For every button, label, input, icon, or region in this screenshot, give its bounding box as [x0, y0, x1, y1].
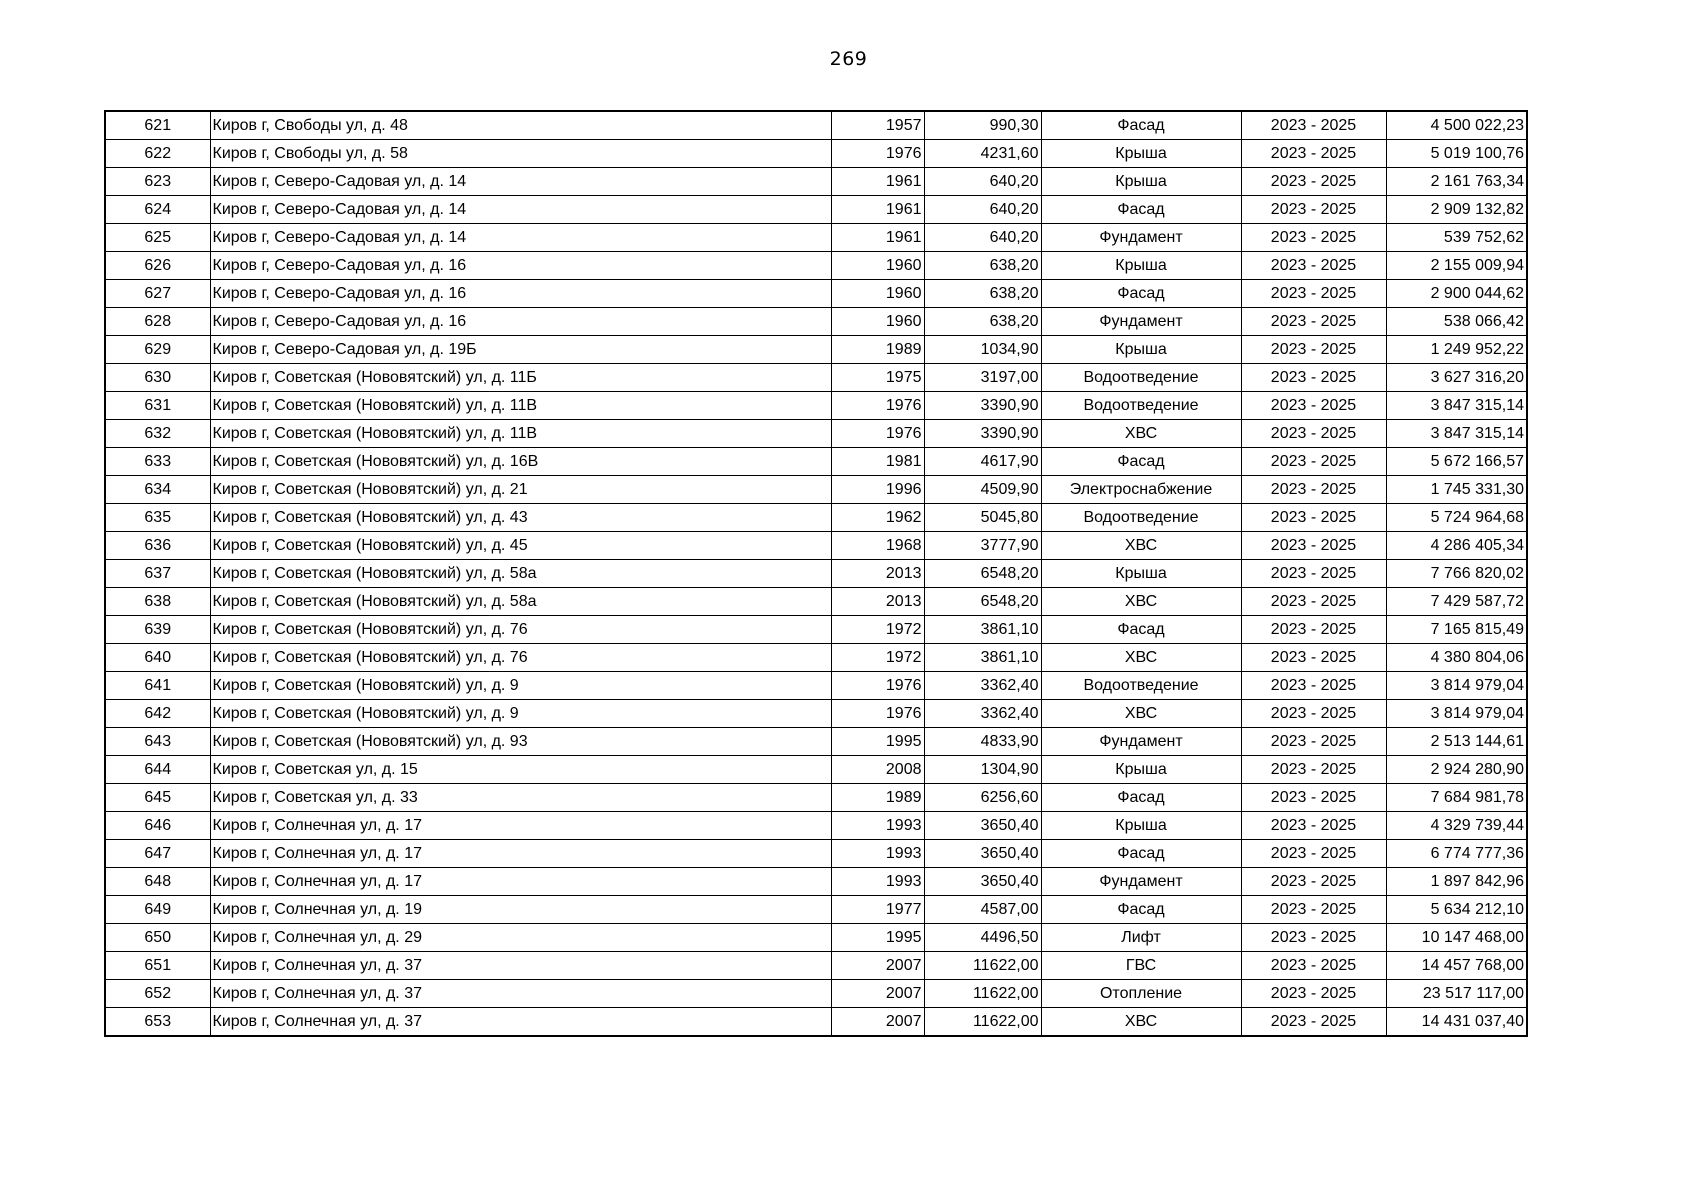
build-year-cell: 2007 — [831, 980, 924, 1008]
row-number-cell: 632 — [105, 420, 210, 448]
cost-cell: 539 752,62 — [1386, 224, 1527, 252]
cost-cell: 3 814 979,04 — [1386, 700, 1527, 728]
period-cell: 2023 - 2025 — [1241, 672, 1386, 700]
work-type-cell: Водоотведение — [1041, 672, 1241, 700]
build-year-cell: 1981 — [831, 448, 924, 476]
area-cell: 3650,40 — [924, 868, 1041, 896]
build-year-cell: 1972 — [831, 616, 924, 644]
table-row — [105, 420, 1527, 448]
table-row — [105, 952, 1527, 980]
area-cell: 3650,40 — [924, 812, 1041, 840]
address-cell: Киров г, Советская (Нововятский) ул, д. 9 — [210, 700, 831, 728]
cost-cell: 2 900 044,62 — [1386, 280, 1527, 308]
row-number-cell: 650 — [105, 924, 210, 952]
area-cell: 3861,10 — [924, 644, 1041, 672]
build-year-cell: 1993 — [831, 840, 924, 868]
area-cell: 3362,40 — [924, 700, 1041, 728]
row-number-cell: 621 — [105, 111, 210, 140]
build-year-cell: 1996 — [831, 476, 924, 504]
row-number-cell: 630 — [105, 364, 210, 392]
area-cell: 1034,90 — [924, 336, 1041, 364]
work-type-cell: Фасад — [1041, 896, 1241, 924]
row-number-cell: 645 — [105, 784, 210, 812]
build-year-cell: 1961 — [831, 168, 924, 196]
build-year-cell: 1976 — [831, 420, 924, 448]
work-type-cell: Фасад — [1041, 111, 1241, 140]
period-cell: 2023 - 2025 — [1241, 252, 1386, 280]
address-cell: Киров г, Солнечная ул, д. 37 — [210, 952, 831, 980]
area-cell: 6256,60 — [924, 784, 1041, 812]
area-cell: 4587,00 — [924, 896, 1041, 924]
build-year-cell: 1957 — [831, 111, 924, 140]
period-cell: 2023 - 2025 — [1241, 896, 1386, 924]
period-cell: 2023 - 2025 — [1241, 504, 1386, 532]
address-cell: Киров г, Солнечная ул, д. 17 — [210, 868, 831, 896]
address-cell: Киров г, Советская (Нововятский) ул, д. 11Б — [210, 364, 831, 392]
row-number-cell: 636 — [105, 532, 210, 560]
area-cell: 3861,10 — [924, 616, 1041, 644]
cost-cell: 3 627 316,20 — [1386, 364, 1527, 392]
period-cell: 2023 - 2025 — [1241, 952, 1386, 980]
row-number-cell: 627 — [105, 280, 210, 308]
period-cell: 2023 - 2025 — [1241, 644, 1386, 672]
period-cell: 2023 - 2025 — [1241, 140, 1386, 168]
area-cell: 3650,40 — [924, 840, 1041, 868]
cost-cell: 3 847 315,14 — [1386, 392, 1527, 420]
cost-cell: 5 634 212,10 — [1386, 896, 1527, 924]
work-type-cell: Водоотведение — [1041, 364, 1241, 392]
work-type-cell: Фасад — [1041, 840, 1241, 868]
work-type-cell: Крыша — [1041, 140, 1241, 168]
address-cell: Киров г, Советская (Нововятский) ул, д. 45 — [210, 532, 831, 560]
address-cell: Киров г, Северо-Садовая ул, д. 14 — [210, 196, 831, 224]
address-cell: Киров г, Советская (Нововятский) ул, д. 93 — [210, 728, 831, 756]
build-year-cell: 1961 — [831, 224, 924, 252]
table-body — [105, 111, 1527, 1036]
build-year-cell: 1976 — [831, 140, 924, 168]
area-cell: 3390,90 — [924, 420, 1041, 448]
address-cell: Киров г, Советская (Нововятский) ул, д. 9 — [210, 672, 831, 700]
period-cell: 2023 - 2025 — [1241, 616, 1386, 644]
address-cell: Киров г, Советская (Нововятский) ул, д. 76 — [210, 644, 831, 672]
address-cell: Киров г, Северо-Садовая ул, д. 16 — [210, 308, 831, 336]
cost-cell: 3 847 315,14 — [1386, 420, 1527, 448]
cost-cell: 5 672 166,57 — [1386, 448, 1527, 476]
cost-cell: 4 500 022,23 — [1386, 111, 1527, 140]
row-number-cell: 637 — [105, 560, 210, 588]
table-row — [105, 168, 1527, 196]
work-type-cell: ГВС — [1041, 952, 1241, 980]
area-cell: 3197,00 — [924, 364, 1041, 392]
table-row — [105, 840, 1527, 868]
period-cell: 2023 - 2025 — [1241, 196, 1386, 224]
cost-cell: 1 249 952,22 — [1386, 336, 1527, 364]
address-cell: Киров г, Солнечная ул, д. 17 — [210, 840, 831, 868]
address-cell: Киров г, Свободы ул, д. 58 — [210, 140, 831, 168]
area-cell: 990,30 — [924, 111, 1041, 140]
work-type-cell: ХВС — [1041, 420, 1241, 448]
cost-cell: 10 147 468,00 — [1386, 924, 1527, 952]
area-cell: 640,20 — [924, 196, 1041, 224]
period-cell: 2023 - 2025 — [1241, 448, 1386, 476]
cost-cell: 1 745 331,30 — [1386, 476, 1527, 504]
table-row — [105, 672, 1527, 700]
area-cell: 640,20 — [924, 224, 1041, 252]
row-number-cell: 635 — [105, 504, 210, 532]
cost-cell: 23 517 117,00 — [1386, 980, 1527, 1008]
table-row — [105, 784, 1527, 812]
table-row — [105, 868, 1527, 896]
row-number-cell: 638 — [105, 588, 210, 616]
area-cell: 11622,00 — [924, 952, 1041, 980]
build-year-cell: 1989 — [831, 336, 924, 364]
work-type-cell: Фундамент — [1041, 868, 1241, 896]
table-row — [105, 616, 1527, 644]
cost-cell: 7 165 815,49 — [1386, 616, 1527, 644]
area-cell: 4617,90 — [924, 448, 1041, 476]
build-year-cell: 2007 — [831, 952, 924, 980]
row-number-cell: 639 — [105, 616, 210, 644]
address-cell: Киров г, Свободы ул, д. 48 — [210, 111, 831, 140]
build-year-cell: 1977 — [831, 896, 924, 924]
area-cell: 4833,90 — [924, 728, 1041, 756]
build-year-cell: 1993 — [831, 812, 924, 840]
row-number-cell: 629 — [105, 336, 210, 364]
work-type-cell: Отопление — [1041, 980, 1241, 1008]
area-cell: 11622,00 — [924, 1008, 1041, 1037]
build-year-cell: 1976 — [831, 392, 924, 420]
build-year-cell: 1976 — [831, 700, 924, 728]
build-year-cell: 1960 — [831, 280, 924, 308]
work-type-cell: Крыша — [1041, 560, 1241, 588]
table-row — [105, 476, 1527, 504]
table-row — [105, 196, 1527, 224]
row-number-cell: 633 — [105, 448, 210, 476]
cost-cell: 2 161 763,34 — [1386, 168, 1527, 196]
row-number-cell: 648 — [105, 868, 210, 896]
row-number-cell: 626 — [105, 252, 210, 280]
period-cell: 2023 - 2025 — [1241, 336, 1386, 364]
table-row — [105, 560, 1527, 588]
cost-cell: 538 066,42 — [1386, 308, 1527, 336]
address-cell: Киров г, Советская (Нововятский) ул, д. 11В — [210, 392, 831, 420]
table-row — [105, 336, 1527, 364]
work-type-cell: Крыша — [1041, 336, 1241, 364]
work-type-cell: Фасад — [1041, 280, 1241, 308]
build-year-cell: 1993 — [831, 868, 924, 896]
cost-cell: 14 431 037,40 — [1386, 1008, 1527, 1037]
address-cell: Киров г, Советская (Нововятский) ул, д. 58а — [210, 588, 831, 616]
row-number-cell: 642 — [105, 700, 210, 728]
row-number-cell: 653 — [105, 1008, 210, 1037]
table-row — [105, 532, 1527, 560]
area-cell: 4509,90 — [924, 476, 1041, 504]
table-row — [105, 756, 1527, 784]
address-cell: Киров г, Советская ул, д. 15 — [210, 756, 831, 784]
period-cell: 2023 - 2025 — [1241, 364, 1386, 392]
address-cell: Киров г, Северо-Садовая ул, д. 16 — [210, 252, 831, 280]
table-row — [105, 588, 1527, 616]
period-cell: 2023 - 2025 — [1241, 784, 1386, 812]
row-number-cell: 640 — [105, 644, 210, 672]
cost-cell: 6 774 777,36 — [1386, 840, 1527, 868]
area-cell: 638,20 — [924, 308, 1041, 336]
table-row — [105, 308, 1527, 336]
cost-cell: 3 814 979,04 — [1386, 672, 1527, 700]
address-cell: Киров г, Северо-Садовая ул, д. 14 — [210, 224, 831, 252]
period-cell: 2023 - 2025 — [1241, 840, 1386, 868]
cost-cell: 7 429 587,72 — [1386, 588, 1527, 616]
address-cell: Киров г, Советская (Нововятский) ул, д. 76 — [210, 616, 831, 644]
build-year-cell: 1962 — [831, 504, 924, 532]
table-row — [105, 364, 1527, 392]
cost-cell: 2 513 144,61 — [1386, 728, 1527, 756]
period-cell: 2023 - 2025 — [1241, 1008, 1386, 1037]
row-number-cell: 622 — [105, 140, 210, 168]
work-type-cell: Фундамент — [1041, 728, 1241, 756]
period-cell: 2023 - 2025 — [1241, 560, 1386, 588]
table-row — [105, 728, 1527, 756]
work-type-cell: Крыша — [1041, 252, 1241, 280]
area-cell: 6548,20 — [924, 588, 1041, 616]
area-cell: 6548,20 — [924, 560, 1041, 588]
row-number-cell: 641 — [105, 672, 210, 700]
work-type-cell: ХВС — [1041, 700, 1241, 728]
period-cell: 2023 - 2025 — [1241, 588, 1386, 616]
address-cell: Киров г, Солнечная ул, д. 37 — [210, 1008, 831, 1037]
work-type-cell: Электроснабжение — [1041, 476, 1241, 504]
table-row — [105, 448, 1527, 476]
work-type-cell: Водоотведение — [1041, 504, 1241, 532]
repair-register-table — [104, 110, 1528, 1037]
address-cell: Киров г, Советская (Нововятский) ул, д. 58а — [210, 560, 831, 588]
build-year-cell: 1995 — [831, 728, 924, 756]
build-year-cell: 1972 — [831, 644, 924, 672]
page-number: 269 — [829, 48, 868, 70]
period-cell: 2023 - 2025 — [1241, 308, 1386, 336]
row-number-cell: 624 — [105, 196, 210, 224]
table-row — [105, 980, 1527, 1008]
work-type-cell: Крыша — [1041, 756, 1241, 784]
period-cell: 2023 - 2025 — [1241, 980, 1386, 1008]
work-type-cell: Фасад — [1041, 784, 1241, 812]
cost-cell: 4 380 804,06 — [1386, 644, 1527, 672]
work-type-cell: Фасад — [1041, 196, 1241, 224]
period-cell: 2023 - 2025 — [1241, 476, 1386, 504]
table-row — [105, 252, 1527, 280]
build-year-cell: 1975 — [831, 364, 924, 392]
area-cell: 3777,90 — [924, 532, 1041, 560]
work-type-cell: ХВС — [1041, 588, 1241, 616]
cost-cell: 2 155 009,94 — [1386, 252, 1527, 280]
build-year-cell: 1960 — [831, 308, 924, 336]
address-cell: Киров г, Северо-Садовая ул, д. 19Б — [210, 336, 831, 364]
build-year-cell: 1960 — [831, 252, 924, 280]
period-cell: 2023 - 2025 — [1241, 168, 1386, 196]
address-cell: Киров г, Солнечная ул, д. 19 — [210, 896, 831, 924]
row-number-cell: 625 — [105, 224, 210, 252]
work-type-cell: ХВС — [1041, 532, 1241, 560]
row-number-cell: 634 — [105, 476, 210, 504]
table-row — [105, 1008, 1527, 1037]
period-cell: 2023 - 2025 — [1241, 280, 1386, 308]
cost-cell: 14 457 768,00 — [1386, 952, 1527, 980]
period-cell: 2023 - 2025 — [1241, 532, 1386, 560]
build-year-cell: 2007 — [831, 1008, 924, 1037]
work-type-cell: Фасад — [1041, 448, 1241, 476]
cost-cell: 5 019 100,76 — [1386, 140, 1527, 168]
work-type-cell: Лифт — [1041, 924, 1241, 952]
row-number-cell: 652 — [105, 980, 210, 1008]
address-cell: Киров г, Советская (Нововятский) ул, д. 43 — [210, 504, 831, 532]
row-number-cell: 643 — [105, 728, 210, 756]
period-cell: 2023 - 2025 — [1241, 392, 1386, 420]
table-row — [105, 111, 1527, 140]
period-cell: 2023 - 2025 — [1241, 756, 1386, 784]
area-cell: 5045,80 — [924, 504, 1041, 532]
address-cell: Киров г, Солнечная ул, д. 29 — [210, 924, 831, 952]
build-year-cell: 1995 — [831, 924, 924, 952]
area-cell: 1304,90 — [924, 756, 1041, 784]
table-row — [105, 812, 1527, 840]
period-cell: 2023 - 2025 — [1241, 924, 1386, 952]
period-cell: 2023 - 2025 — [1241, 111, 1386, 140]
build-year-cell: 1989 — [831, 784, 924, 812]
area-cell: 638,20 — [924, 252, 1041, 280]
row-number-cell: 646 — [105, 812, 210, 840]
cost-cell: 2 909 132,82 — [1386, 196, 1527, 224]
build-year-cell: 1968 — [831, 532, 924, 560]
table-row — [105, 700, 1527, 728]
address-cell: Киров г, Северо-Садовая ул, д. 14 — [210, 168, 831, 196]
row-number-cell: 647 — [105, 840, 210, 868]
period-cell: 2023 - 2025 — [1241, 224, 1386, 252]
row-number-cell: 631 — [105, 392, 210, 420]
cost-cell: 1 897 842,96 — [1386, 868, 1527, 896]
work-type-cell: Водоотведение — [1041, 392, 1241, 420]
table-row — [105, 280, 1527, 308]
build-year-cell: 1961 — [831, 196, 924, 224]
area-cell: 4231,60 — [924, 140, 1041, 168]
work-type-cell: Фасад — [1041, 616, 1241, 644]
table-row — [105, 896, 1527, 924]
build-year-cell: 2013 — [831, 588, 924, 616]
table-row — [105, 140, 1527, 168]
work-type-cell: Крыша — [1041, 168, 1241, 196]
address-cell: Киров г, Советская (Нововятский) ул, д. 11В — [210, 420, 831, 448]
table-row — [105, 924, 1527, 952]
row-number-cell: 628 — [105, 308, 210, 336]
address-cell: Киров г, Северо-Садовая ул, д. 16 — [210, 280, 831, 308]
area-cell: 640,20 — [924, 168, 1041, 196]
row-number-cell: 623 — [105, 168, 210, 196]
period-cell: 2023 - 2025 — [1241, 812, 1386, 840]
work-type-cell: ХВС — [1041, 1008, 1241, 1037]
table-row — [105, 644, 1527, 672]
address-cell: Киров г, Советская (Нововятский) ул, д. 21 — [210, 476, 831, 504]
area-cell: 4496,50 — [924, 924, 1041, 952]
work-type-cell: Крыша — [1041, 812, 1241, 840]
row-number-cell: 649 — [105, 896, 210, 924]
work-type-cell: Фундамент — [1041, 224, 1241, 252]
address-cell: Киров г, Советская (Нововятский) ул, д. 16В — [210, 448, 831, 476]
build-year-cell: 1976 — [831, 672, 924, 700]
row-number-cell: 651 — [105, 952, 210, 980]
period-cell: 2023 - 2025 — [1241, 868, 1386, 896]
cost-cell: 5 724 964,68 — [1386, 504, 1527, 532]
address-cell: Киров г, Советская ул, д. 33 — [210, 784, 831, 812]
cost-cell: 4 329 739,44 — [1386, 812, 1527, 840]
area-cell: 3362,40 — [924, 672, 1041, 700]
period-cell: 2023 - 2025 — [1241, 700, 1386, 728]
row-number-cell: 644 — [105, 756, 210, 784]
period-cell: 2023 - 2025 — [1241, 420, 1386, 448]
build-year-cell: 2008 — [831, 756, 924, 784]
period-cell: 2023 - 2025 — [1241, 728, 1386, 756]
build-year-cell: 2013 — [831, 560, 924, 588]
table-row — [105, 504, 1527, 532]
table-row — [105, 392, 1527, 420]
work-type-cell: ХВС — [1041, 644, 1241, 672]
area-cell: 3390,90 — [924, 392, 1041, 420]
area-cell: 638,20 — [924, 280, 1041, 308]
address-cell: Киров г, Солнечная ул, д. 17 — [210, 812, 831, 840]
cost-cell: 2 924 280,90 — [1386, 756, 1527, 784]
cost-cell: 7 684 981,78 — [1386, 784, 1527, 812]
address-cell: Киров г, Солнечная ул, д. 37 — [210, 980, 831, 1008]
cost-cell: 7 766 820,02 — [1386, 560, 1527, 588]
table-row — [105, 224, 1527, 252]
cost-cell: 4 286 405,34 — [1386, 532, 1527, 560]
work-type-cell: Фундамент — [1041, 308, 1241, 336]
area-cell: 11622,00 — [924, 980, 1041, 1008]
